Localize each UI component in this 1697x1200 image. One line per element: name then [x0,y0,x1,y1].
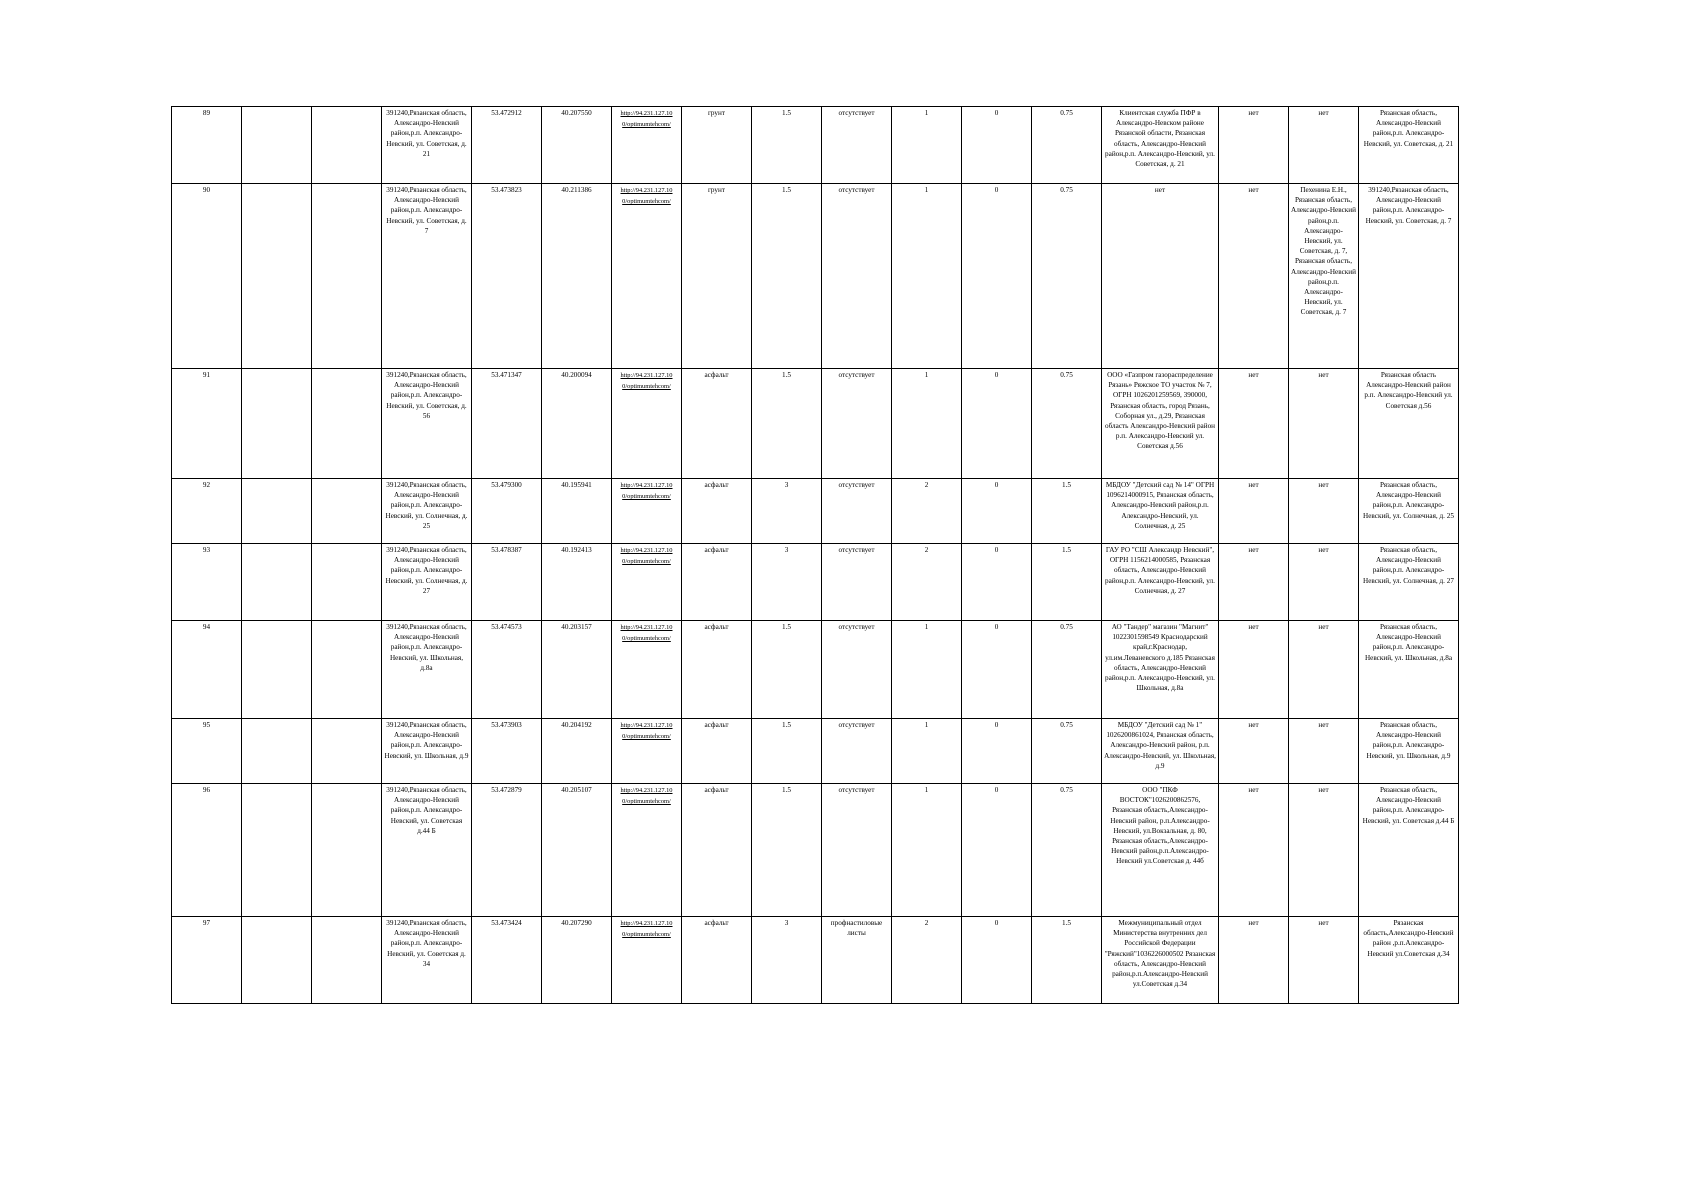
empty-cell [312,917,382,1004]
fence-type-cell: отсутствует [822,544,892,621]
empty-cell [242,784,312,917]
planned-containers-cell: 1 [892,719,962,784]
owner-details-cell: нет [1289,917,1359,1004]
empty-cell [242,184,312,369]
area-cell: 3 [752,479,822,544]
latitude-cell: 53.473823 [472,184,542,369]
link-cell [612,784,682,917]
latitude-cell: 53.478387 [472,544,542,621]
volume-cell: 1.5 [1032,479,1102,544]
volume-cell: 0.75 [1032,107,1102,184]
flag-cell: нет [1219,107,1289,184]
flag-cell: нет [1219,719,1289,784]
longitude-cell: 40.195941 [542,479,612,544]
owner-details-cell: нет [1289,784,1359,917]
surface-type-cell: асфальт [682,784,752,917]
row-number-cell: 93 [172,544,242,621]
latitude-cell: 53.474573 [472,621,542,719]
flag-cell: нет [1219,544,1289,621]
longitude-cell: 40.203157 [542,621,612,719]
empty-cell [312,107,382,184]
volume-cell: 1.5 [1032,917,1102,1004]
waste-source-cell: Рязанская область, Александро-Невский район,р.п. Александро-Невский, ул. Советская д.44 Б [1359,784,1459,917]
latitude-cell: 53.472879 [472,784,542,917]
table-row [172,184,1459,369]
address-cell: 391240,Рязанская область, Александро-Невский район,р.п. Александро-Невский, ул. Солнечная, д. 27 [382,544,472,621]
row-number-cell: 92 [172,479,242,544]
link-cell [612,544,682,621]
address-cell: 391240,Рязанская область, Александро-Невский район,р.п. Александро-Невский, ул. Школьная, д.9 [382,719,472,784]
table-row [172,107,1459,184]
planned-containers-cell: 2 [892,917,962,1004]
waste-source-cell: Рязанская область, Александро-Невский район,р.п. Александро-Невский, ул. Солнечная, д. 25 [1359,479,1459,544]
existing-containers-cell: 0 [962,184,1032,369]
surface-type-cell: асфальт [682,544,752,621]
table-row [172,917,1459,1004]
flag-cell: нет [1219,184,1289,369]
waste-source-cell: Рязанская область, Александро-Невский район,р.п. Александро-Невский, ул. Школьная, д.9 [1359,719,1459,784]
table-row [172,479,1459,544]
empty-cell [242,369,312,479]
row-number-cell: 90 [172,184,242,369]
address-cell: 391240,Рязанская область, Александро-Невский район,р.п. Александро-Невский, ул. Советская д. 34 [382,917,472,1004]
owner-details-cell: нет [1289,719,1359,784]
area-cell: 1.5 [752,369,822,479]
owner-details-cell: Пехенина Е.Н., Рязанская область, Александро-Невский район,р.п. Александро-Невский, ул. Советская, д. 7, Рязанская область, Александро-Невский район,р.п. Александро-Невский, ул. Советская, д. 7 [1289,184,1359,369]
empty-cell [242,621,312,719]
longitude-cell: 40.204192 [542,719,612,784]
row-number-cell: 96 [172,784,242,917]
longitude-cell: 40.205107 [542,784,612,917]
link-cell [612,184,682,369]
existing-containers-cell: 0 [962,784,1032,917]
address-cell: 391240,Рязанская область, Александро-Невский район,р.п. Александро-Невский, ул. Школьная, д.8а [382,621,472,719]
existing-containers-cell: 0 [962,479,1032,544]
owner-cell: АО "Тандер" магазин "Магнит" 1022301598549 Краснодарский край,г.Краснодар, ул.им.Леваневского д.185 Рязанская область, Александро-Невский район,р.п. Александро-Невский, ул. Школьная, д.8а [1102,621,1219,719]
link-cell [612,621,682,719]
owner-details-cell: нет [1289,544,1359,621]
surface-type-cell: асфальт [682,621,752,719]
empty-cell [312,479,382,544]
empty-cell [312,544,382,621]
surface-type-cell: грунт [682,184,752,369]
existing-containers-cell: 0 [962,917,1032,1004]
surface-type-cell: асфальт [682,369,752,479]
empty-cell [242,917,312,1004]
area-cell: 1.5 [752,184,822,369]
longitude-cell: 40.192413 [542,544,612,621]
map-link[interactable]: http://94.231.127.10 0/optimumtehcom/ [620,624,673,643]
owner-cell: МБДОУ "Детский сад № 14" ОГРН 1096214000915, Рязанская область, Александро-Невский район,р.п. Александро-Невский, ул. Солнечная, д. 25 [1102,479,1219,544]
empty-cell [312,184,382,369]
owner-cell: ООО «Газпром газораспределение Рязань» Ряжское ТО участок № 7, ОГРН 1026201259569, 390000, Рязанская область, город Рязань, Соборная ул., д.29, Рязанская область Александро-Невский район р.п. Александро-Невский ул. Советская д.56 [1102,369,1219,479]
row-number-cell: 94 [172,621,242,719]
map-link[interactable]: http://94.231.127.10 0/optimumtehcom/ [620,110,673,129]
waste-source-cell: Рязанская область, Александро-Невский район,р.п. Александро-Невский, ул. Школьная, д.8а [1359,621,1459,719]
map-link[interactable]: http://94.231.127.10 0/optimumtehcom/ [620,482,673,501]
empty-cell [312,621,382,719]
row-number-cell: 95 [172,719,242,784]
surface-type-cell: асфальт [682,719,752,784]
longitude-cell: 40.207550 [542,107,612,184]
volume-cell: 0.75 [1032,184,1102,369]
planned-containers-cell: 2 [892,544,962,621]
empty-cell [312,369,382,479]
planned-containers-cell: 1 [892,621,962,719]
volume-cell: 0.75 [1032,621,1102,719]
empty-cell [312,784,382,917]
owner-cell: ГАУ РО "СШ Александр Невский", ОГРН 1156214000585, Рязанская область, Александро-Невский район,р.п. Александро-Невский, ул. Солнечная, д. 27 [1102,544,1219,621]
existing-containers-cell: 0 [962,369,1032,479]
planned-containers-cell: 1 [892,369,962,479]
row-number-cell: 89 [172,107,242,184]
flag-cell: нет [1219,621,1289,719]
latitude-cell: 53.473424 [472,917,542,1004]
address-cell: 391240,Рязанская область, Александро-Невский район,р.п. Александро-Невский, ул. Советская, д. 7 [382,184,472,369]
waste-source-cell: Рязанская область, Александро-Невский район,р.п. Александро-Невский, ул. Советская, д. 21 [1359,107,1459,184]
existing-containers-cell: 0 [962,107,1032,184]
owner-cell: ООО "ПКФ ВОСТОК"1026200862576, Рязанская область,Александро-Невский район, р.п.Александро-Невский, ул.Вокзальная, д. 80, Рязанская область,Александро-Невский район,р.п.Александро-Невский ул.Советская д. 44б [1102,784,1219,917]
existing-containers-cell: 0 [962,719,1032,784]
empty-cell [242,719,312,784]
area-cell: 1.5 [752,719,822,784]
latitude-cell: 53.472912 [472,107,542,184]
longitude-cell: 40.211386 [542,184,612,369]
planned-containers-cell: 1 [892,784,962,917]
link-cell [612,917,682,1004]
owner-details-cell: нет [1289,107,1359,184]
fence-type-cell: отсутствует [822,369,892,479]
area-cell: 1.5 [752,107,822,184]
empty-cell [312,719,382,784]
owner-details-cell: нет [1289,369,1359,479]
link-cell [612,479,682,544]
table-row [172,544,1459,621]
row-number-cell: 97 [172,917,242,1004]
area-cell: 1.5 [752,621,822,719]
planned-containers-cell: 2 [892,479,962,544]
link-cell [612,107,682,184]
flag-cell: нет [1219,917,1289,1004]
latitude-cell: 53.473903 [472,719,542,784]
area-cell: 3 [752,917,822,1004]
map-link[interactable]: http://94.231.127.10 0/optimumtehcom/ [620,372,673,391]
latitude-cell: 53.471347 [472,369,542,479]
longitude-cell: 40.207290 [542,917,612,1004]
link-cell [612,719,682,784]
existing-containers-cell: 0 [962,621,1032,719]
row-number-cell: 91 [172,369,242,479]
waste-source-cell: 391240,Рязанская область, Александро-Невский район,р.п. Александро-Невский, ул. Советская, д. 7 [1359,184,1459,369]
volume-cell: 1.5 [1032,544,1102,621]
table-row [172,784,1459,917]
owner-details-cell: нет [1289,479,1359,544]
waste-source-cell: Рязанская область Александро-Невский район р.п. Александро-Невский ул. Советская д.56 [1359,369,1459,479]
volume-cell: 0.75 [1032,719,1102,784]
map-link[interactable]: http://94.231.127.10 0/optimumtehcom/ [620,187,673,206]
owner-cell: Межмуниципальный отдел Министерства внутренних дел Российской Федерации "Ряжский"1036226000502 Рязанская область, Александро-Невский район,р.п.Александро-Невский ул.Советская д.34 [1102,917,1219,1004]
flag-cell: нет [1219,784,1289,917]
fence-type-cell: отсутствует [822,621,892,719]
table-row [172,369,1459,479]
planned-containers-cell: 1 [892,184,962,369]
table-row [172,621,1459,719]
volume-cell: 0.75 [1032,784,1102,917]
fence-type-cell: отсутствует [822,719,892,784]
table-row [172,719,1459,784]
planned-containers-cell: 1 [892,107,962,184]
address-cell: 391240,Рязанская область, Александро-Невский район,р.п. Александро-Невский, ул. Солнечная, д. 25 [382,479,472,544]
owner-details-cell: нет [1289,621,1359,719]
owner-cell: нет [1102,184,1219,369]
area-cell: 1.5 [752,784,822,917]
map-link[interactable]: http://94.231.127.10 0/optimumtehcom/ [620,787,673,806]
waste-source-cell: Рязанская область,Александро-Невский район ,р.п.Александро-Невский ул.Советская д.34 [1359,917,1459,1004]
empty-cell [242,107,312,184]
address-cell: 391240,Рязанская область, Александро-Невский район,р.п. Александро-Невский, ул. Советская д.44 Б [382,784,472,917]
empty-cell [242,544,312,621]
owner-cell: МБДОУ "Детский сад № 1" 1026200861024, Рязанская область, Александро-Невский район, р.п. Александро-Невский, ул. Школьная, д.9 [1102,719,1219,784]
surface-type-cell: асфальт [682,479,752,544]
surface-type-cell: асфальт [682,917,752,1004]
owner-cell: Клиентская служба ПФР в Александро-Невском районе Рязанской области, Рязанская область, Александро-Невский район,р.п. Александро-Невский, ул. Советская, д. 21 [1102,107,1219,184]
address-cell: 391240,Рязанская область, Александро-Невский район,р.п. Александро-Невский, ул. Советская, д. 56 [382,369,472,479]
fence-type-cell: отсутствует [822,107,892,184]
longitude-cell: 40.200094 [542,369,612,479]
fence-type-cell: отсутствует [822,184,892,369]
existing-containers-cell: 0 [962,544,1032,621]
map-link[interactable]: http://94.231.127.10 0/optimumtehcom/ [620,920,673,939]
fence-type-cell: профнастиловые листы [822,917,892,1004]
volume-cell: 0.75 [1032,369,1102,479]
empty-cell [242,479,312,544]
flag-cell: нет [1219,369,1289,479]
registry-table [171,106,1459,1004]
area-cell: 3 [752,544,822,621]
fence-type-cell: отсутствует [822,784,892,917]
link-cell [612,369,682,479]
map-link[interactable]: http://94.231.127.10 0/optimumtehcom/ [620,547,673,566]
waste-source-cell: Рязанская область, Александро-Невский район,р.п. Александро-Невский, ул. Солнечная, д. 27 [1359,544,1459,621]
address-cell: 391240,Рязанская область, Александро-Невский район,р.п. Александро-Невский, ул. Советская, д. 21 [382,107,472,184]
map-link[interactable]: http://94.231.127.10 0/optimumtehcom/ [620,722,673,741]
flag-cell: нет [1219,479,1289,544]
fence-type-cell: отсутствует [822,479,892,544]
surface-type-cell: грунт [682,107,752,184]
latitude-cell: 53.479300 [472,479,542,544]
